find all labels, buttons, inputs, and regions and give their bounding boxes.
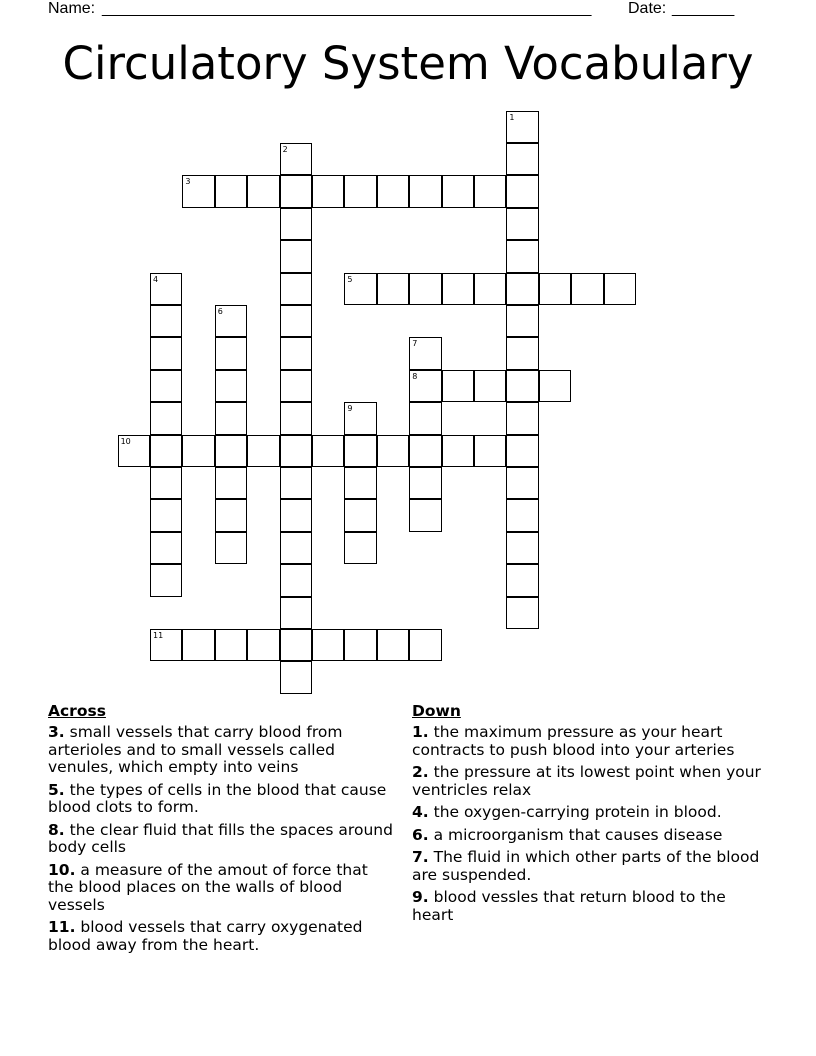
grid-cell[interactable]: [280, 564, 312, 596]
clue-item-text: blood vessels that carry oxygenated blood away from the heart.: [48, 918, 363, 954]
grid-cell[interactable]: [377, 629, 409, 661]
grid-cell[interactable]: [215, 337, 247, 369]
grid-cell[interactable]: [215, 435, 247, 467]
grid-cell[interactable]: [280, 337, 312, 369]
down-heading: Down: [412, 702, 461, 720]
grid-cell[interactable]: [506, 402, 538, 434]
grid-cell[interactable]: [215, 467, 247, 499]
grid-cell[interactable]: [150, 467, 182, 499]
grid-cell[interactable]: [442, 435, 474, 467]
grid-cell[interactable]: [506, 111, 538, 143]
grid-cell[interactable]: [280, 240, 312, 272]
clue-item: [48, 862, 398, 915]
clue-item-number: 3.: [48, 723, 65, 741]
clue-number: 8: [412, 371, 418, 381]
clue-number: 10: [120, 436, 131, 446]
clue-item: [48, 919, 398, 954]
clue-number: 9: [347, 404, 353, 414]
grid-cell[interactable]: [150, 305, 182, 337]
clue-number: 2: [282, 145, 288, 154]
grid-cell[interactable]: [409, 499, 441, 531]
grid-cell[interactable]: [280, 402, 312, 434]
grid-cell[interactable]: [247, 175, 279, 207]
grid-cell[interactable]: [280, 629, 312, 661]
clue-item: [412, 849, 762, 884]
clue-number: 3: [185, 177, 191, 187]
clue-item-text: the pressure at its lowest point when your ventricles relax: [412, 763, 761, 799]
grid-cell[interactable]: [280, 370, 312, 402]
clue-item-number: 9.: [412, 888, 429, 906]
grid-cell[interactable]: [474, 175, 506, 207]
clue-item: [412, 827, 762, 845]
across-heading: Across: [48, 702, 106, 720]
grid-cell[interactable]: [604, 273, 636, 305]
grid-cell[interactable]: [506, 305, 538, 337]
grid-cell[interactable]: [215, 175, 247, 207]
grid-cell[interactable]: [280, 661, 312, 693]
grid-cell[interactable]: [215, 402, 247, 434]
grid-cell[interactable]: [280, 208, 312, 240]
grid-cell[interactable]: [215, 305, 247, 337]
grid-cell[interactable]: [344, 175, 376, 207]
grid-cell[interactable]: [474, 435, 506, 467]
clue-item-text: the maximum pressure as your heart contracts to push blood into your arteries: [412, 723, 735, 759]
grid-cell[interactable]: [506, 175, 538, 207]
grid-cell[interactable]: [150, 402, 182, 434]
down-clues: [412, 702, 762, 929]
date-line[interactable]: _______: [672, 0, 735, 17]
grid-cell[interactable]: [280, 467, 312, 499]
grid-cell[interactable]: [247, 435, 279, 467]
grid-cell[interactable]: [150, 273, 182, 305]
grid-cell[interactable]: [506, 337, 538, 369]
grid-cell[interactable]: [215, 370, 247, 402]
grid-cell[interactable]: [409, 337, 441, 369]
clue-number: 4: [153, 274, 159, 284]
grid-cell[interactable]: [150, 564, 182, 596]
grid-cell[interactable]: [409, 467, 441, 499]
grid-cell[interactable]: [280, 597, 312, 629]
clue-item-number: 2.: [412, 763, 429, 781]
name-label: Name:: [48, 0, 96, 17]
grid-cell[interactable]: [344, 629, 376, 661]
across-clues: [48, 702, 398, 959]
clue-item-number: 11.: [48, 918, 76, 936]
clue-item-text: the clear fluid that fills the spaces around body cells: [48, 820, 393, 856]
grid-cell[interactable]: [312, 175, 344, 207]
page-title: Circulatory System Vocabulary: [62, 37, 754, 90]
grid-cell[interactable]: [280, 143, 312, 175]
grid-cell[interactable]: [377, 435, 409, 467]
grid-cell[interactable]: [409, 435, 441, 467]
grid-cell[interactable]: [280, 305, 312, 337]
grid-cell[interactable]: [344, 499, 376, 531]
clue-number: 7: [412, 339, 418, 349]
grid-cell[interactable]: [539, 273, 571, 305]
grid-cell[interactable]: [506, 499, 538, 531]
clue-item: [412, 724, 762, 759]
clue-item-text: a measure of the amout of force that the blood places on the walls of blood vessels: [48, 860, 368, 914]
grid-cell[interactable]: [215, 532, 247, 564]
grid-cell[interactable]: [280, 435, 312, 467]
grid-cell[interactable]: [539, 370, 571, 402]
grid-cell[interactable]: [344, 467, 376, 499]
grid-cell[interactable]: [506, 467, 538, 499]
clue-item-number: 7.: [412, 848, 429, 866]
clue-item-number: 1.: [412, 723, 429, 741]
grid-cell[interactable]: [312, 435, 344, 467]
clue-item-number: 8.: [48, 820, 65, 839]
clue-item-text: the oxygen-carrying protein in blood.: [433, 803, 722, 821]
grid-cell[interactable]: [215, 629, 247, 661]
grid-cell[interactable]: [118, 435, 150, 467]
clue-number: 5: [347, 274, 353, 284]
grid-cell[interactable]: [344, 532, 376, 564]
grid-cell[interactable]: [442, 273, 474, 305]
grid-cell[interactable]: [150, 370, 182, 402]
grid-cell[interactable]: [150, 532, 182, 564]
grid-cell[interactable]: [409, 370, 441, 402]
name-line[interactable]: _______________________________________________________: [102, 0, 592, 17]
grid-cell[interactable]: [409, 273, 441, 305]
grid-cell[interactable]: [474, 370, 506, 402]
grid-cell[interactable]: [409, 402, 441, 434]
grid-cell[interactable]: [280, 532, 312, 564]
grid-cell[interactable]: [409, 629, 441, 661]
grid-cell[interactable]: [506, 370, 538, 402]
clue-item: [48, 822, 398, 857]
grid-cell[interactable]: [150, 337, 182, 369]
grid-cell[interactable]: [377, 175, 409, 207]
clue-item-text: The fluid in which other parts of the blood are suspended.: [412, 848, 760, 884]
grid-cell[interactable]: [442, 175, 474, 207]
grid-cell[interactable]: [506, 208, 538, 240]
clue-item: [412, 889, 762, 924]
grid-cell[interactable]: [506, 240, 538, 272]
grid-cell[interactable]: [474, 273, 506, 305]
grid-cell[interactable]: [571, 273, 603, 305]
clue-item-text: blood vessles that return blood to the heart: [412, 888, 726, 924]
date-label: Date:: [628, 0, 667, 17]
grid-cell[interactable]: [215, 499, 247, 531]
grid-cell[interactable]: [506, 532, 538, 564]
grid-cell[interactable]: [506, 564, 538, 596]
grid-cell[interactable]: [344, 402, 376, 434]
clue-item-number: 5.: [48, 780, 65, 799]
grid-cell[interactable]: [150, 499, 182, 531]
clue-number: 11: [153, 631, 164, 640]
grid-cell[interactable]: [312, 629, 344, 661]
clue-item: [48, 782, 398, 817]
grid-cell[interactable]: [506, 435, 538, 467]
grid-cell[interactable]: [280, 175, 312, 207]
grid-cell[interactable]: [377, 273, 409, 305]
grid-cell[interactable]: [442, 370, 474, 402]
grid-cell[interactable]: [344, 435, 376, 467]
clue-item-number: 6.: [412, 825, 429, 844]
grid-cell[interactable]: [182, 435, 214, 467]
clue-item: [412, 804, 762, 822]
grid-cell[interactable]: [182, 629, 214, 661]
clue-item-text: a microorganism that causes disease: [433, 825, 723, 844]
grid-cell[interactable]: [506, 143, 538, 175]
grid-cell[interactable]: [280, 499, 312, 531]
grid-cell[interactable]: [280, 273, 312, 305]
grid-cell[interactable]: [344, 273, 376, 305]
grid-cell[interactable]: [506, 273, 538, 305]
clue-number: 1: [509, 112, 515, 122]
clue-item-text: small vessels that carry blood from arterioles and to small vessels called venules, which empty into veins: [48, 723, 343, 776]
clue-item-text: the types of cells in the blood that cause blood clots to form.: [48, 780, 387, 816]
clue-number: 6: [217, 307, 223, 316]
clue-item-number: 4.: [412, 803, 429, 821]
grid-cell[interactable]: [150, 629, 182, 661]
grid-cell[interactable]: [182, 175, 214, 207]
clue-item: [412, 764, 762, 799]
clue-item: [48, 724, 398, 777]
clue-item-number: 10.: [48, 860, 76, 879]
grid-cell[interactable]: [409, 175, 441, 207]
grid-cell[interactable]: [506, 597, 538, 629]
grid-cell[interactable]: [247, 629, 279, 661]
grid-cell[interactable]: [150, 435, 182, 467]
